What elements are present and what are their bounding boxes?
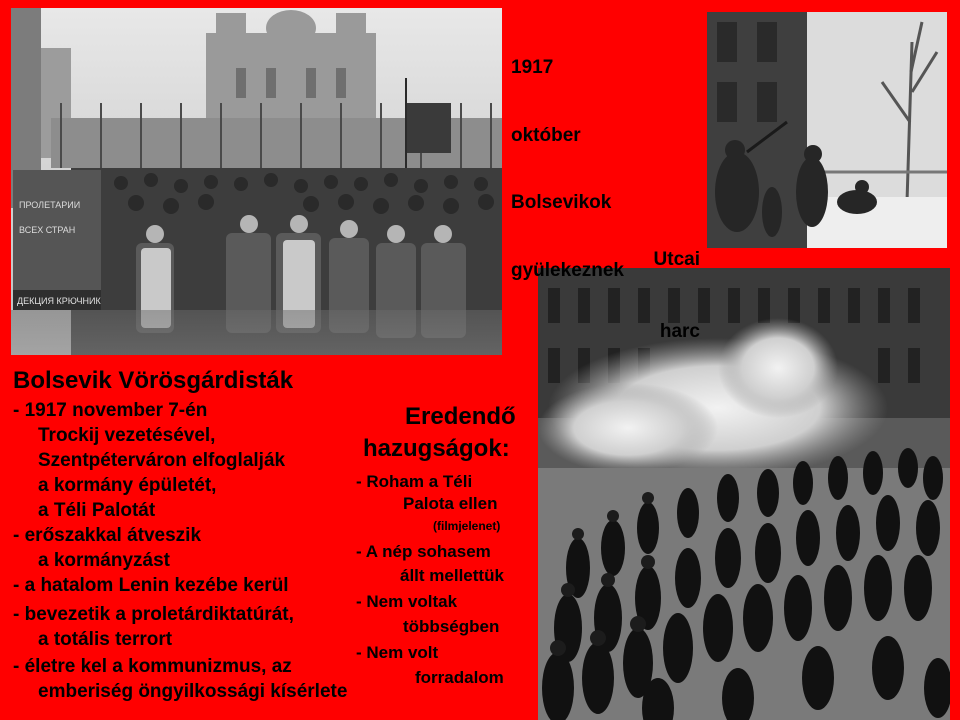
lies-title-line-2: hazugságok: <box>363 435 510 462</box>
caption-street-line-1: Utcai <box>653 249 700 270</box>
photo-storming-winter-palace <box>538 268 950 720</box>
caption-bolsheviks-gathering <box>511 12 624 305</box>
lies-line: - Roham a Téli <box>356 472 473 491</box>
left-line: Szentpéterváron elfoglalják <box>38 450 286 471</box>
left-block-title: Bolsevik Vörösgárdisták <box>13 367 294 394</box>
lies-line: - Nem volt <box>356 643 439 662</box>
left-line: - bevezetik a proletárdiktatúrát, <box>13 604 294 625</box>
left-line: emberiség öngyilkossági kísérlete <box>38 681 348 702</box>
caption-bolsheviks-line-1: 1917 <box>511 57 554 78</box>
caption-street-fight <box>638 200 700 368</box>
lies-line: többségben <box>403 617 500 636</box>
left-line: Trockij vezetésével, <box>38 425 216 446</box>
left-line: a Téli Palotát <box>38 500 156 521</box>
left-line: a kormányzást <box>38 550 171 571</box>
lies-title-line-1: Eredendő <box>405 403 516 430</box>
lies-line-film-note: (filmjelenet) <box>433 519 501 533</box>
lies-line: - A nép sohasem <box>356 542 491 561</box>
left-line: a kormány épületét, <box>38 475 217 496</box>
lies-line: forradalom <box>415 668 504 687</box>
photo-street-fight <box>707 12 947 248</box>
left-line: - életre kel a kommunizmus, az <box>13 656 292 677</box>
caption-street-line-2: harc <box>659 321 700 342</box>
lies-line: állt mellettük <box>400 566 504 585</box>
left-line: - erőszakkal átveszik <box>13 525 202 546</box>
lies-line: Palota ellen <box>403 494 498 513</box>
banner-text-3: ДЕКЦИЯ КРЮЧНИК <box>17 296 101 306</box>
photo-bolsheviks-gathering <box>11 8 502 355</box>
banner-text-1: ПРОЛЕТАРИИ <box>19 200 81 210</box>
left-line: - 1917 november 7-én <box>13 400 208 421</box>
left-line: - a hatalom Lenin kezébe kerül <box>13 575 289 596</box>
caption-bolsheviks-line-4: gyülekeznek <box>511 259 624 281</box>
banner-text-2: ВСЕХ СТРАН <box>19 225 76 235</box>
caption-bolsheviks-line-3: Bolsevikok <box>511 192 612 213</box>
caption-bolsheviks-line-2: október <box>511 124 581 146</box>
left-line: a totális terrort <box>38 629 173 650</box>
lies-line: - Nem voltak <box>356 592 458 611</box>
